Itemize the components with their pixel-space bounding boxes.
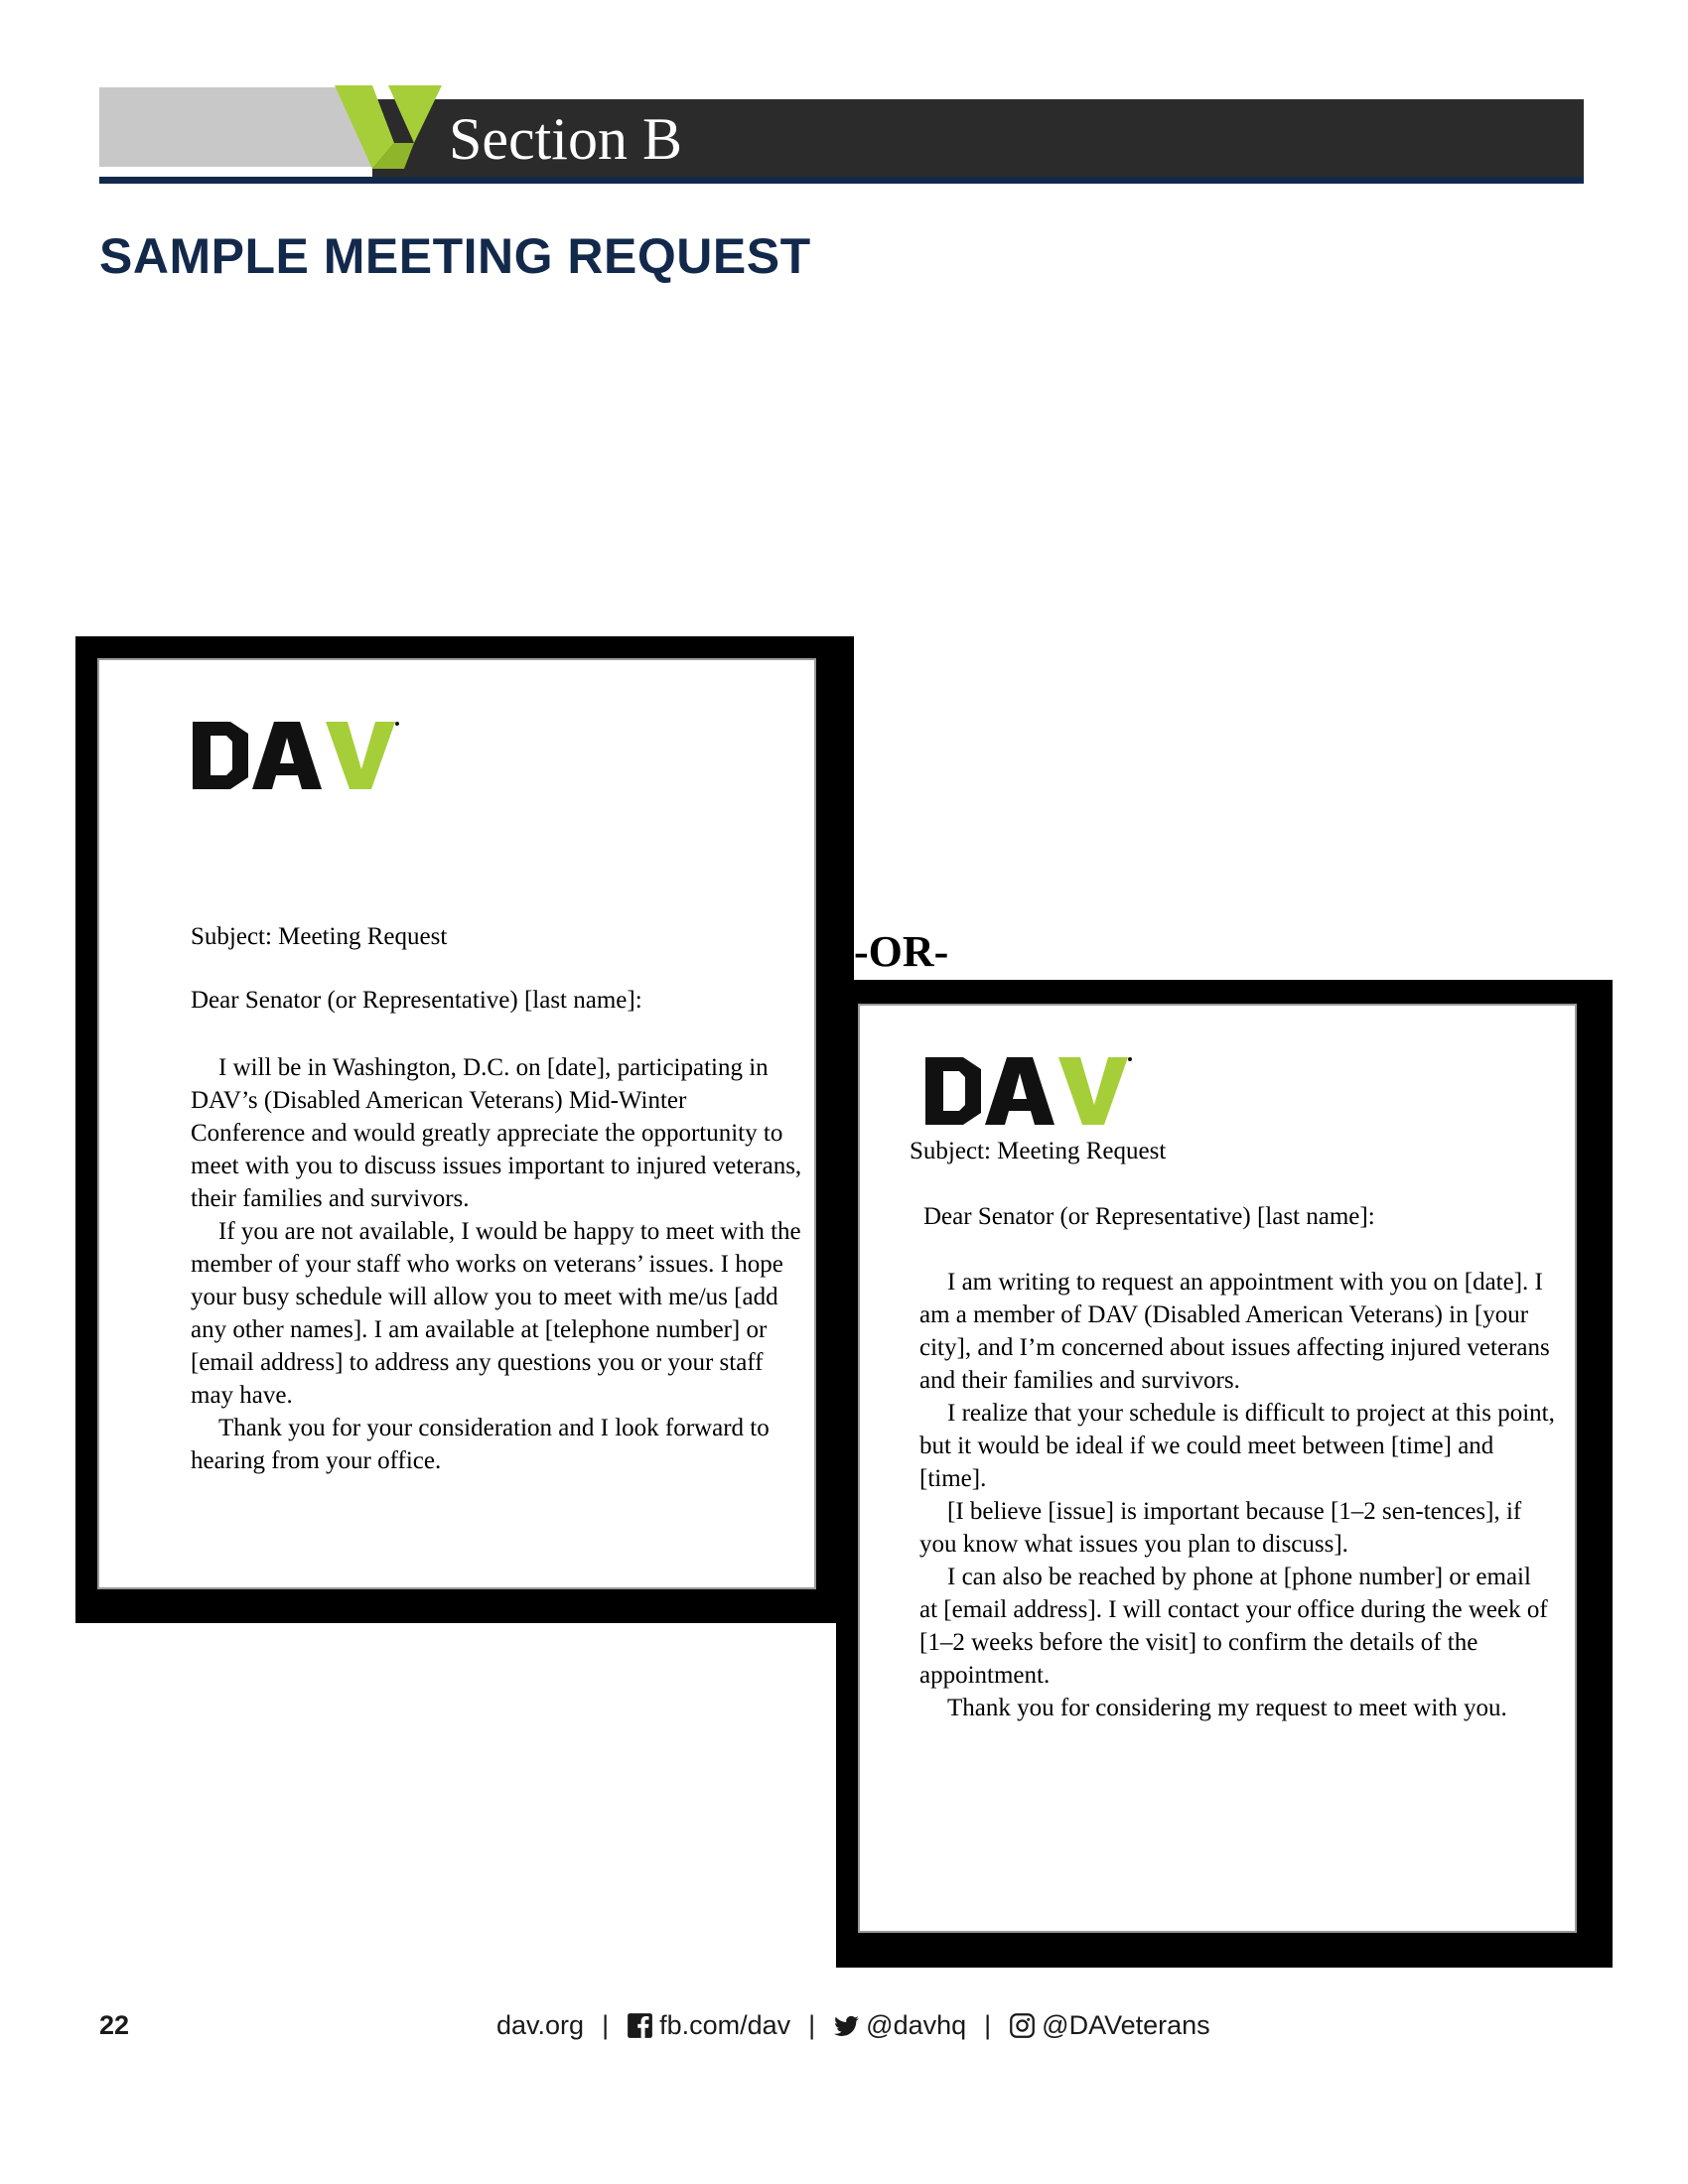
footer-separator: | [984,2010,992,2040]
page-title: SAMPLE MEETING REQUEST [99,228,811,284]
footer-separator: | [602,2010,610,2040]
letter1-paragraph: Thank you for your consideration and I look forward to hearing from your office. [191,1415,770,1474]
instagram-icon [1009,2012,1036,2039]
letter2-paragraph: I am writing to request an appointment with you on [date]. I am a member of DAV (Disabled American Veterans) in [your city], and I’m concerned about issues affecting injured veterans and their families and survivors. [919,1269,1550,1394]
letter2-paragraph: I can also be reached by phone at [phone number] or email at [email address]. I will contact your office during the week of [1–2 weeks before the visit] to confirm the details of the appointment. [919,1564,1548,1689]
twitter-icon [833,2012,860,2039]
twitter-link[interactable]: @davhq [866,2010,967,2040]
letter2-paragraph: I realize that your schedule is difficult to project at this point, but it would be ideal if we could meet between [time] and [time]. [919,1400,1555,1492]
letter2-salutation: Dear Senator (or Representative) [last name]: [923,1203,1375,1230]
letter1-paragraph: If you are not available, I would be happy to meet with the member of your staff who works on veterans’ issues. I hope your busy schedule will allow you to meet with me/us [add any other names]. I am available at [telephone number] or [email address] to address any questions you or your staff may have. [191,1218,801,1409]
letter-sheet-2 [858,1004,1577,1933]
letter2-paragraph: [I believe [issue] is important because [1–2 sen-tences], if you know what issues you plan to discuss]. [919,1498,1522,1558]
header-grey-band [99,87,372,167]
footer-links [496,2012,1210,2039]
letter1-paragraph: I will be in Washington, D.C. on [date], participating in DAV’s (Disabled American Veterans) Mid-Winter Conference and would greatly appreciate the opportunity to meet with you to discuss issues important to injured veterans, their families and survivors. [191,1054,802,1212]
footer-separator: | [808,2010,816,2040]
instagram-link[interactable]: @DAVeterans [1042,2010,1210,2040]
website-link[interactable]: dav.org [496,2010,585,2040]
letter2-body [919,1266,1555,1724]
dav-v-logo-icon [333,83,444,171]
letter-frame-1 [75,636,854,1623]
letter2-paragraph: Thank you for considering my request to meet with you. [947,1695,1507,1721]
header-rule [99,177,1584,184]
facebook-icon [627,2012,653,2039]
facebook-link[interactable]: fb.com/dav [659,2010,791,2040]
letter1-subject: Subject: Meeting Request [191,923,448,950]
letter1-body [191,1051,806,1477]
letter1-salutation: Dear Senator (or Representative) [last name]: [191,987,642,1014]
page-number: 22 [99,2010,130,2040]
letter-sheet-1 [97,658,816,1589]
section-title: Section B [449,106,682,172]
letter2-subject: Subject: Meeting Request [910,1138,1167,1164]
letter-frame-2 [836,980,1613,1968]
or-separator: -OR- [854,927,949,976]
dav-logo-icon [923,1055,1132,1127]
dav-logo-icon [191,720,399,791]
